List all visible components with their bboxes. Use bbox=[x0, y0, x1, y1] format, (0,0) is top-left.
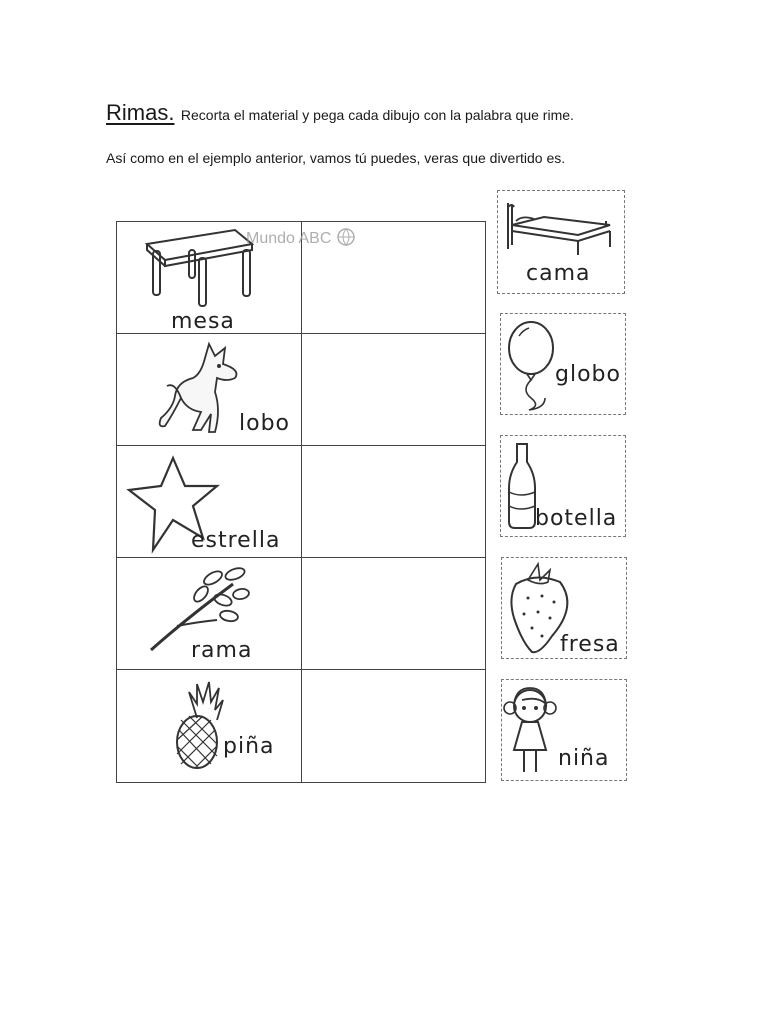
balloon-icon bbox=[501, 314, 561, 414]
word-botella: botella bbox=[535, 506, 618, 531]
cutout-card[interactable] bbox=[497, 190, 625, 294]
word-fresa: fresa bbox=[560, 632, 620, 657]
table-row bbox=[117, 670, 485, 784]
pineapple-icon bbox=[117, 670, 301, 784]
picture-cell bbox=[117, 670, 301, 784]
globe-icon bbox=[336, 227, 356, 247]
cutout-card[interactable] bbox=[501, 679, 627, 781]
picture-cell bbox=[117, 558, 301, 669]
cutout-card[interactable] bbox=[500, 313, 626, 415]
cutout-card[interactable] bbox=[501, 557, 627, 659]
page-title: Rimas. bbox=[106, 100, 175, 125]
word-estrella: estrella bbox=[191, 528, 281, 553]
word-nina: niña bbox=[558, 746, 610, 771]
table-row bbox=[117, 558, 485, 670]
table-row bbox=[117, 446, 485, 558]
header bbox=[106, 100, 574, 126]
girl-icon bbox=[502, 680, 558, 780]
bed-icon bbox=[498, 191, 626, 261]
picture-cell bbox=[117, 446, 301, 557]
word-mesa: mesa bbox=[171, 309, 235, 334]
picture-cell bbox=[117, 334, 301, 445]
word-rama: rama bbox=[191, 638, 253, 663]
cutout-card[interactable] bbox=[500, 435, 626, 537]
rhyme-table bbox=[116, 221, 486, 783]
table-row bbox=[117, 334, 485, 446]
instruction-text: Recorta el material y pega cada dibujo con la palabra que rime. bbox=[180, 107, 574, 123]
word-cama: cama bbox=[526, 261, 591, 286]
word-pina: piña bbox=[223, 734, 275, 759]
watermark: Mundo ABC bbox=[246, 223, 356, 248]
subtitle-text: Así como en el ejemplo anterior, vamos tú puedes, veras que divertido es. bbox=[106, 150, 566, 166]
word-globo: globo bbox=[555, 362, 621, 387]
word-lobo: lobo bbox=[239, 411, 290, 436]
